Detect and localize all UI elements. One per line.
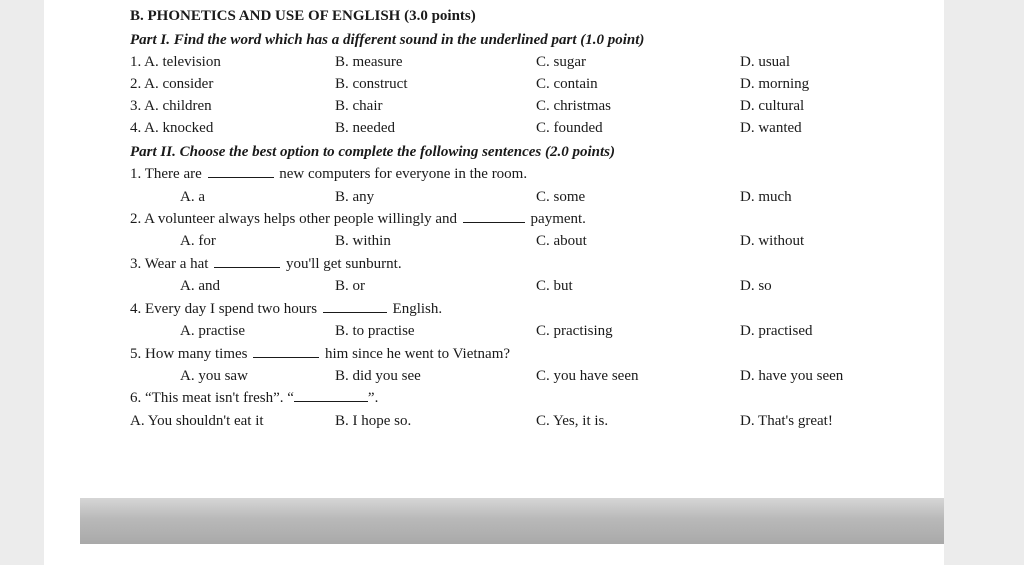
option-b: B. within (335, 233, 391, 249)
stem-after: ”. (367, 390, 379, 406)
question-text (130, 298, 442, 320)
question-options (80, 410, 944, 432)
answer-blank (463, 208, 525, 223)
option-c: C. christmas (536, 98, 611, 114)
option-a: A. practise (180, 323, 245, 339)
option-c: C. you have seen (536, 368, 639, 384)
question-stem (80, 387, 944, 409)
list-item (80, 73, 944, 95)
option-b: B. chair (335, 98, 383, 114)
option-c: C. contain (536, 76, 598, 92)
option-b: B. I hope so. (335, 413, 412, 429)
stem-before: 2. A volunteer always helps other people willingly and (130, 211, 458, 227)
stem-before: 6. “This meat isn't fresh”. “ (130, 390, 294, 406)
question-stem (80, 208, 944, 230)
option-a: A. a (180, 189, 205, 205)
option-b: B. any (335, 189, 375, 205)
right-margin (944, 0, 1024, 565)
section-heading (80, 5, 944, 27)
question-options (80, 275, 944, 297)
option-a: 1. A. television (130, 54, 221, 70)
option-c: C. practising (536, 323, 613, 339)
option-b: B. did you see (335, 368, 421, 384)
page-separator (80, 498, 944, 544)
option-b: B. measure (335, 54, 403, 70)
option-d: D. without (740, 233, 805, 249)
option-a: 3. A. children (130, 98, 212, 114)
section-title: B. PHONETICS AND USE OF ENGLISH (3.0 points) (130, 8, 476, 24)
part2-heading (80, 141, 944, 163)
option-c: C. but (536, 278, 573, 294)
option-a: A. You shouldn't eat it (130, 413, 264, 429)
part1-title: Part I. Find the word which has a different sound in the underlined part (1.0 point) (130, 32, 645, 48)
stem-before: 4. Every day I spend two hours (130, 301, 318, 317)
list-item (80, 51, 944, 73)
question-text (130, 253, 402, 275)
option-c: C. Yes, it is. (536, 413, 609, 429)
option-a: A. you saw (180, 368, 248, 384)
answer-blank (294, 387, 368, 402)
stem-after: you'll get sunburnt. (285, 256, 402, 272)
option-c: C. founded (536, 120, 603, 136)
option-d: D. have you seen (740, 368, 844, 384)
option-d: D. wanted (740, 120, 802, 136)
option-a: 4. A. knocked (130, 120, 214, 136)
option-c: C. about (536, 233, 587, 249)
option-b: B. needed (335, 120, 395, 136)
question-options (80, 320, 944, 342)
option-b: B. to practise (335, 323, 415, 339)
answer-blank (214, 253, 280, 268)
question-stem (80, 253, 944, 275)
question-stem (80, 298, 944, 320)
question-text (130, 163, 527, 185)
part2-title: Part II. Choose the best option to complete the following sentences (2.0 points) (130, 144, 616, 160)
option-a: A. for (180, 233, 216, 249)
option-b: B. construct (335, 76, 408, 92)
option-d: D. morning (740, 76, 810, 92)
list-item (80, 95, 944, 117)
stem-after: English. (392, 301, 443, 317)
question-options (80, 186, 944, 208)
option-a: 2. A. consider (130, 76, 214, 92)
question-options (80, 365, 944, 387)
option-d: D. usual (740, 54, 790, 70)
option-d: D. practised (740, 323, 813, 339)
stem-after: him since he went to Vietnam? (325, 346, 511, 362)
answer-blank (323, 298, 387, 313)
answer-blank (208, 163, 274, 178)
option-d: D. cultural (740, 98, 805, 114)
option-c: C. sugar (536, 54, 586, 70)
option-c: C. some (536, 189, 586, 205)
question-text (130, 387, 378, 409)
option-a: A. and (180, 278, 220, 294)
stem-before: 1. There are (130, 166, 202, 182)
question-text (130, 343, 510, 365)
document-page (80, 0, 944, 498)
question-options (80, 230, 944, 252)
question-stem (80, 163, 944, 185)
stem-before: 5. How many times (130, 346, 248, 362)
stem-after: new computers for everyone in the room. (279, 166, 528, 182)
stem-after: payment. (530, 211, 586, 227)
option-d: D. That's great! (740, 413, 833, 429)
option-d: D. much (740, 189, 792, 205)
question-stem (80, 343, 944, 365)
left-margin (0, 0, 44, 565)
part1-heading (80, 29, 944, 51)
stem-before: 3. Wear a hat (130, 256, 209, 272)
list-item (80, 117, 944, 139)
option-d: D. so (740, 278, 772, 294)
question-text (130, 208, 586, 230)
next-page (80, 544, 944, 565)
option-b: B. or (335, 278, 365, 294)
answer-blank (253, 343, 319, 358)
